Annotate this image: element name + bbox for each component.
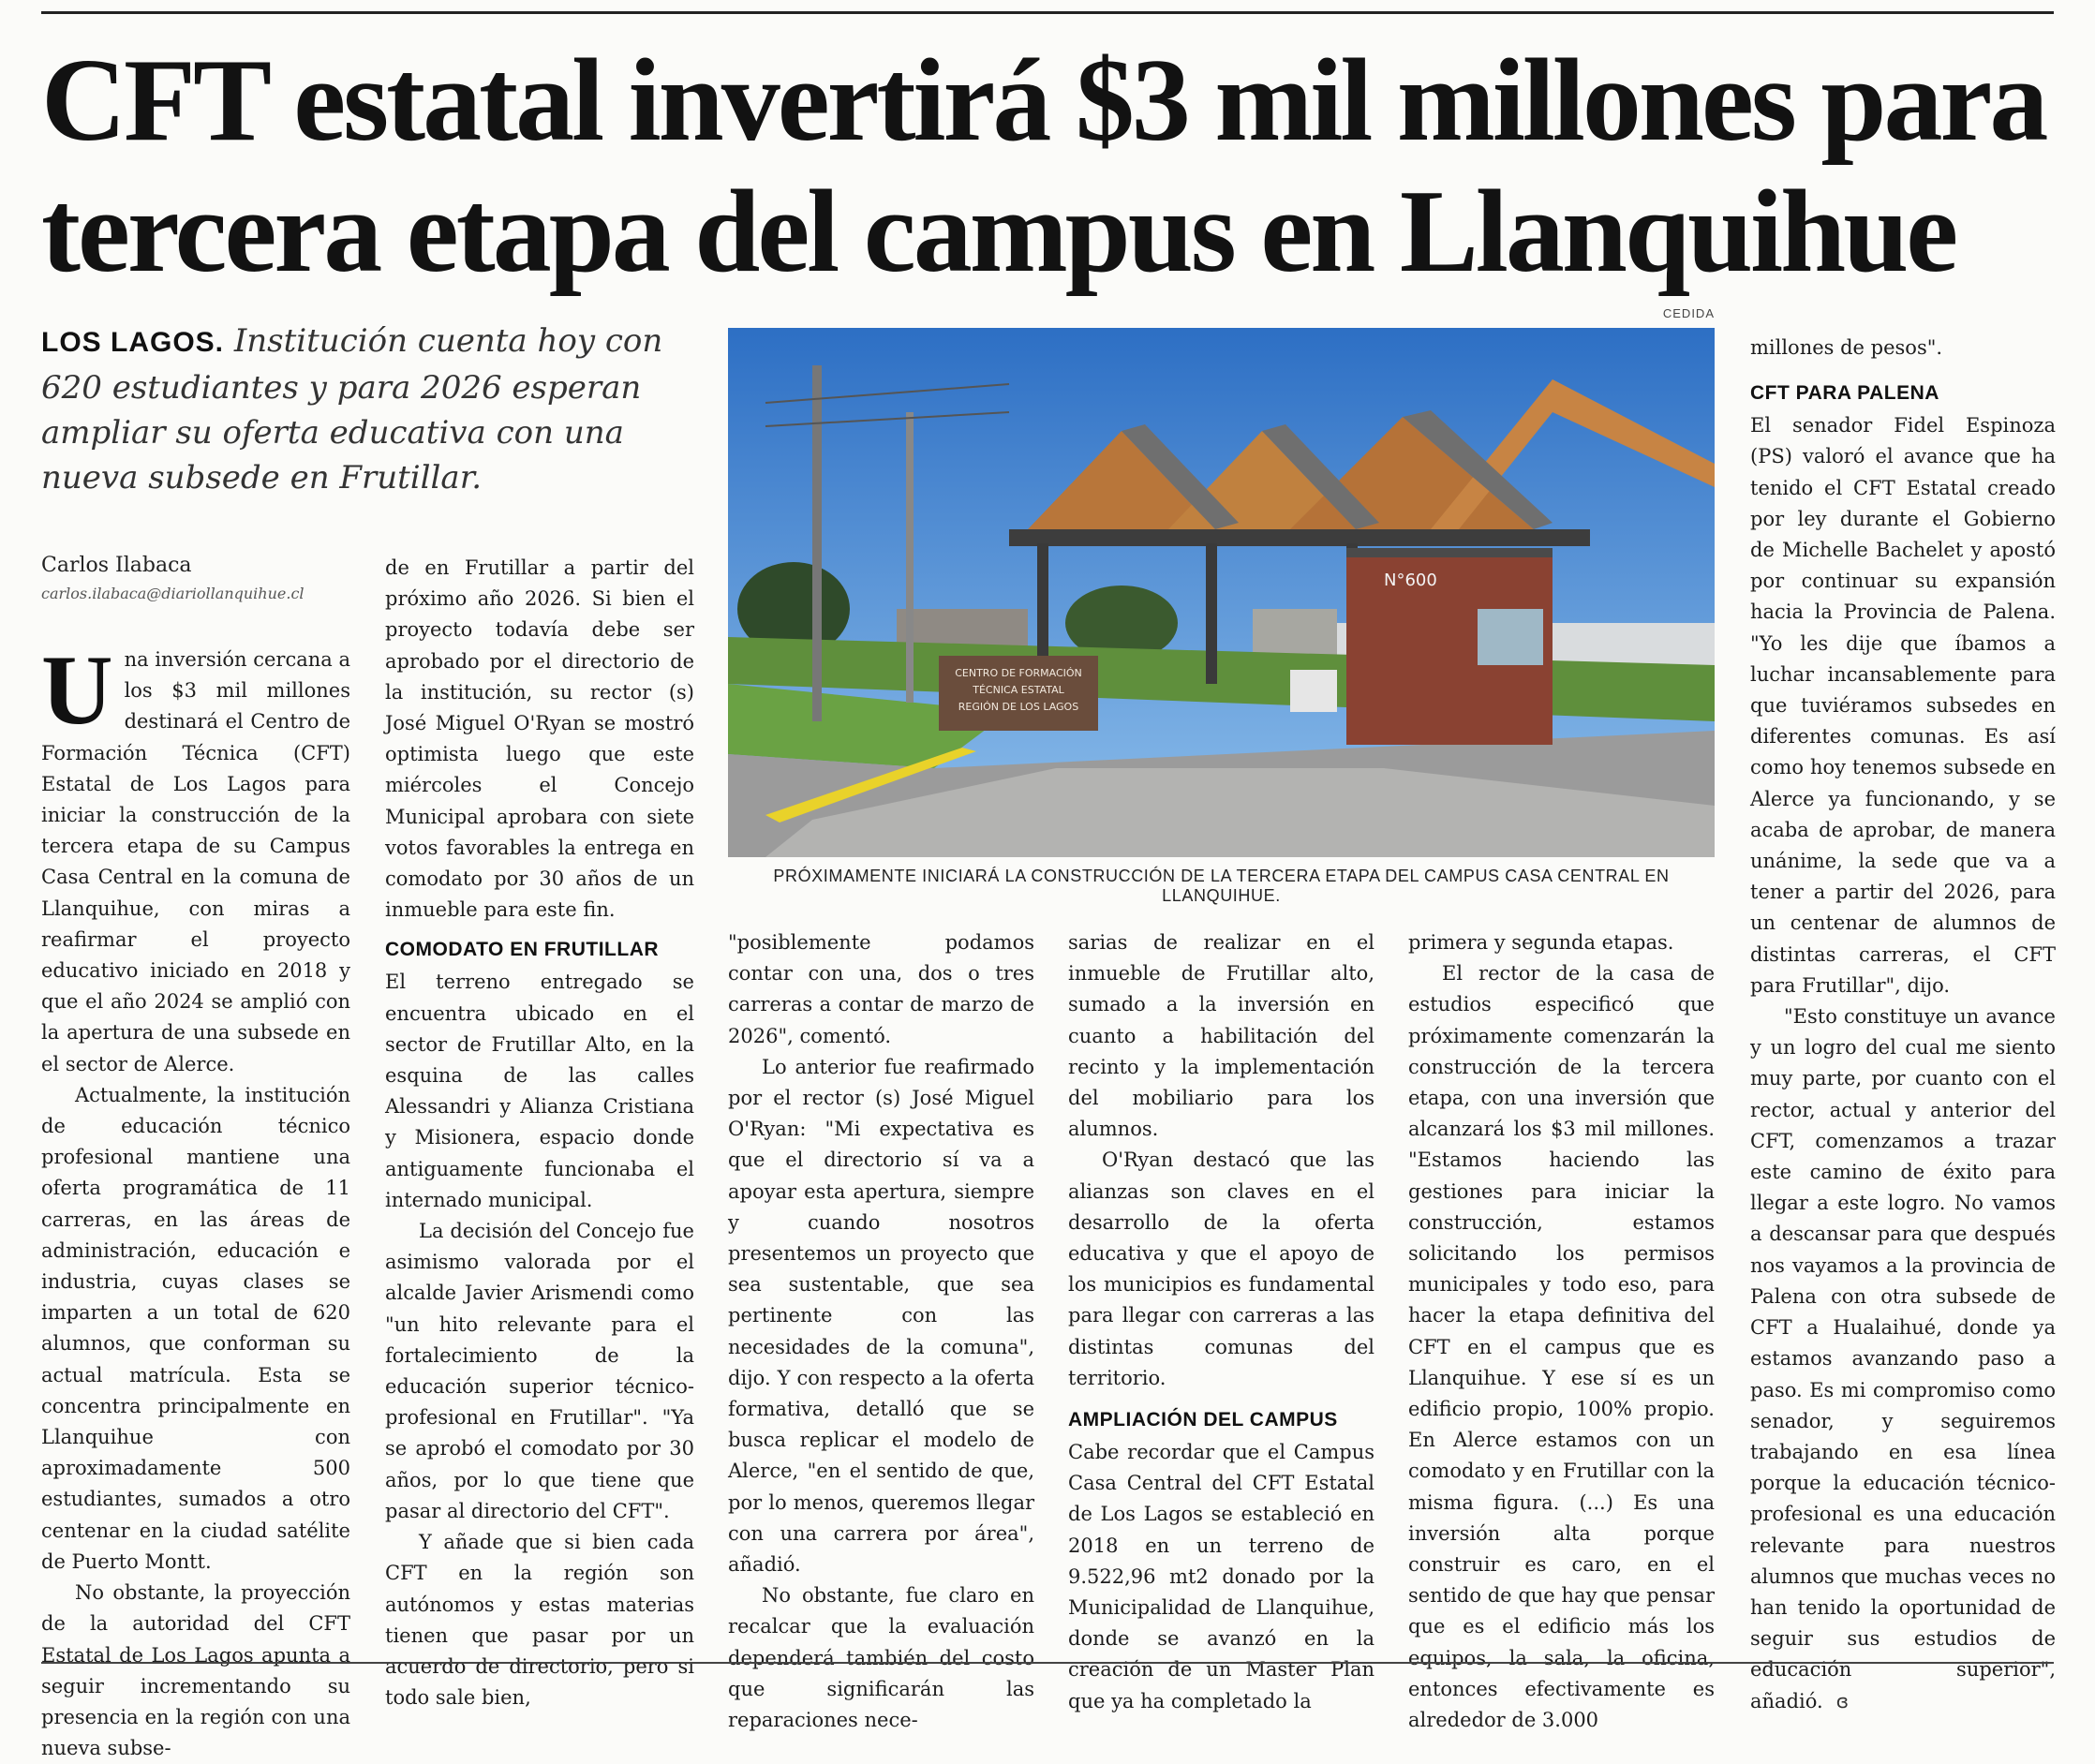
- deck-text: Institución cuenta hoy con 620 estudiantes y para 2026 esperan ampliar su oferta educativa con una nueva subsede en Frutillar.: [41, 322, 663, 497]
- paragraph: Actualmente, la institución de educación técnico profesional mantiene una oferta programática de 11 carreras, en las áreas de administración, educación e industria, cuyas clases se imparten a un total de 620 alumnos, que conforman su actual matrícula. Esta se concentra principalmente en Llanquihue con aproximadamente 500 estudiantes, sumados a otro centenar en la ciudad satélite de Puerto Montt.: [41, 1083, 350, 1573]
- article-column-5: [1408, 927, 1715, 1736]
- article-column-2: [385, 553, 694, 1713]
- paragraph: Y añade que si bien cada CFT en la región son autónomos y estas materias tienen que pasar por un acuerdo de directorio, pero si todo sale bien,: [385, 1531, 694, 1710]
- top-rule: [41, 11, 2054, 14]
- deck-kicker: LOS LAGOS.: [41, 327, 225, 358]
- headline-line-2: tercera etapa del campus en Llanquihue: [41, 167, 1956, 297]
- photo-credit: CEDIDA: [1662, 306, 1715, 320]
- paragraph: El rector de la casa de estudios especificó que próximamente comenzarán la construcción de la tercera etapa, con una inversión que alcanzará los $3 mil millones. "Estamos haciendo las gestiones para iniciar la construcción, estamos solicitando los permisos municipales y todo eso, para hacer la etapa definitiva del CFT en el campus que es Llanquihue. Y ese sí es un edificio propio, 100% propio. En Alerce estamos con un comodato y en Frutillar con la misma figura. (...) Es una inversión alta porque construir es caro, en el sentido de que hay que pensar que es el edificio más los equipos, la sala, la oficina, entonces efectivamente es alrededor de 3.000: [1408, 962, 1715, 1732]
- paragraph: sarias de realizar en el inmueble de Frutillar alto, sumado a la inversión en cuanto a habilitación del recinto y la implementación del mobiliario para los alumnos.: [1068, 931, 1374, 1141]
- paragraph: El senador Fidel Espinoza (PS) valoró el avance que ha tenido el CFT Estatal creado por ley durante el Gobierno de Michelle Bachelet y apostó por continuar su expansión hacia la Provincia de Palena. "Yo les dije que íbamos a luchar incansablemente para que tuviéramos subsedes en diferentes comunas. Es así como hoy tenemos subsede en Alerce ya funcionando, y se acaba de aprobar, de manera unánime, la sede que va a tener a partir del 2026, para un centenar de alumnos de distintas carreras, el CFT para Frutillar", dijo.: [1750, 414, 2056, 997]
- dropcap: U: [41, 635, 113, 745]
- paragraph: El terreno entregado se encuentra ubicado en el sector de Frutillar Alto, en la esquina de las calles Alessandri y Alianza Cristiana y Misionera, espacio donde antiguamente funcionaba el internado municipal.: [385, 971, 694, 1211]
- paragraph: "posiblemente podamos contar con una, dos o tres carreras a contar de marzo de 2026", comentó.: [728, 931, 1034, 1047]
- section-heading-ampliacion: AMPLIACIÓN DEL CAMPUS: [1068, 1409, 1338, 1431]
- paragraph: primera y segunda etapas.: [1408, 931, 1674, 954]
- campus-photo-illustration: [728, 328, 1715, 857]
- sign-line-3: REGIÓN DE LOS LAGOS: [958, 701, 1079, 713]
- author-name: Carlos Ilabaca: [41, 554, 192, 577]
- sign-line-1: CENTRO DE FORMACIÓN: [955, 667, 1082, 679]
- paragraph: O'Ryan destacó que las alianzas son claves en el desarrollo de la oferta educativa y que el apoyo de los municipios es fundamental para llegar con carreras a las distintas comunas del territorio.: [1068, 1149, 1374, 1389]
- section-heading-palena: CFT PARA PALENA: [1750, 382, 1939, 405]
- paragraph: Lo anterior fue reafirmado por el rector (s) José Miguel O'Ryan: "Mi expectativa es que el directorio sí va a apoyar esta apertura, siempre y cuando nosotros presentemos un proyecto que sea sustentable, que sea pertinente con las necesidades de la comuna", dijo. Y con respecto a la oferta formativa, detalló que se busca replicar el modelo de Alerce, "en el sentido de que, por lo menos, queremos llegar con una carrera por área", añadió.: [728, 1055, 1034, 1577]
- paragraph: millones de pesos".: [1750, 336, 1943, 359]
- article-column-3: [728, 927, 1034, 1736]
- photo-caption: PRÓXIMAMENTE INICIARÁ LA CONSTRUCCIÓN DE LA TERCERA ETAPA DEL CAMPUS CASA CENTRAL EN LLANQUIHUE.: [773, 867, 1670, 905]
- deck: [41, 319, 675, 500]
- article-column-4: [1068, 927, 1374, 1717]
- article-column-6: [1750, 333, 2056, 1717]
- paragraph: de en Frutillar a partir del próximo año 2026. Si bien el proyecto todavía debe ser aprobado por el directorio de la institución, su rector (s) José Miguel O'Ryan se mostró optimista luego que este miércoles el Concejo Municipal aprobara con siete votos favorables la entrega en comodato por 30 años de un inmueble para este fin.: [385, 556, 694, 922]
- paragraph: No obstante, fue claro en recalcar que la evaluación dependerá también del costo que significarán las reparaciones nece-: [728, 1584, 1034, 1732]
- paragraph: [1750, 1001, 2056, 1717]
- booth-number: N°600: [1384, 571, 1437, 590]
- headline: [41, 36, 2056, 298]
- article-column-1: [41, 635, 350, 1764]
- sign-line-2: TÉCNICA ESTATAL: [973, 684, 1064, 696]
- paragraph: La decisión del Concejo fue asimismo valorada por el alcalde Javier Arismendi como "un hito relevante para el fortalecimiento de la educación superior técnico-profesional en Frutillar". "Ya se aprobó el comodato por 30 años, por lo que tiene que pasar al directorio del CFT".: [385, 1220, 694, 1522]
- paragraph: Cabe recordar que el Campus Casa Central del CFT Estatal de Los Lagos se estableció en 2018 en un terreno de 9.522,96 mt2 donado por la Municipalidad de Llanquihue, donde se avanzó en la creación de un Master Plan que ya ha completado la: [1068, 1441, 1374, 1712]
- campus-photo: [728, 328, 1715, 857]
- headline-line-1: CFT estatal invertirá $3 mil millones para: [41, 36, 2046, 166]
- paragraph: No obstante, la proyección de la autoridad del CFT Estatal de Los Lagos apunta a seguir incrementando su presencia en la región con una nueva subse-: [41, 1581, 350, 1760]
- paragraph-text: "Esto constituye un avance y un logro del cual me siento muy parte, por cuanto con el rector, actual y anterior del CFT, comenzamos a trazar este camino de éxito para llegar a este logro. No vamos a descansar para que después nos vayamos a la provincia de Palena con otra subsede de CFT a Hualaihué, donde ya estamos avanzando paso a paso. Es mi compromiso como senador, y seguiremos trabajando en esa línea porque la educación técnico-profesional es una educación relevante para nuestros alumnos que muchas veces no han tenido la oportunidad de seguir sus estudios de educación superior", añadió.: [1750, 1005, 2056, 1712]
- paragraph-text: na inversión cercana a los $3 mil millones destinará el Centro de Formación Técnica (CFT) Estatal de Los Lagos para iniciar la construcción de la tercera etapa de su Campus Casa Central en la comuna de Llanquihue, con miras a reafirmar el proyecto educativo iniciado en 2018 y que el año 2024 se amplió con la apertura de una subsede en el sector de Alerce.: [41, 648, 350, 1075]
- author-email: carlos.ilabaca@diariollanquihue.cl: [41, 585, 305, 602]
- end-mark-icon: ɞ: [1835, 1689, 1849, 1712]
- section-heading-comodato: COMODATO EN FRUTILLAR: [385, 939, 660, 961]
- byline: [41, 553, 360, 605]
- paragraph: [41, 635, 350, 1080]
- bottom-rule: [41, 1662, 2054, 1664]
